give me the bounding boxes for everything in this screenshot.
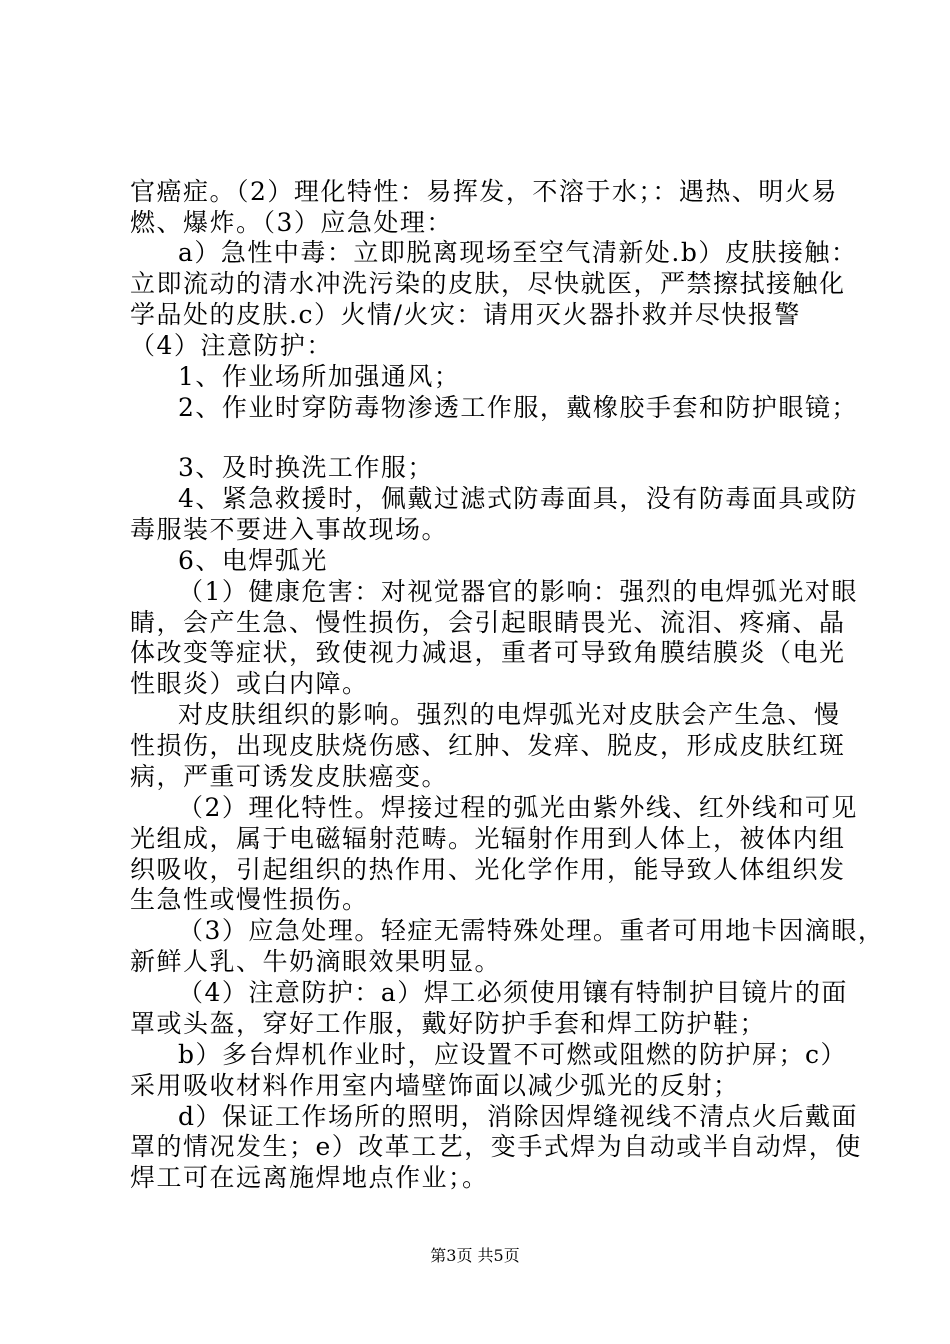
text-line: 官癌症。（2）理化特性：易挥发，不溶于水；：遇热、明火易 bbox=[130, 177, 838, 206]
text-line: （3）应急处理。轻症无需特殊处理。重者可用地卡因滴眼， bbox=[178, 916, 885, 945]
text-line: 立即流动的清水冲洗污染的皮肤，尽快就医，严禁擦拭接触化 bbox=[130, 269, 846, 298]
text-line: b）多台焊机作业时，应设置不可燃或阻燃的防护屏；c） bbox=[178, 1040, 848, 1069]
text-line: 罩或头盔，穿好工作服，戴好防护手套和焊工防护鞋； bbox=[130, 1009, 767, 1038]
text-line: 病，严重可诱发皮肤癌变。 bbox=[130, 762, 449, 791]
text-line: （4）注意防护： bbox=[130, 331, 333, 360]
text-line: （1）健康危害：对视觉器官的影响：强烈的电焊弧光对眼 bbox=[178, 577, 858, 606]
text-line: 光组成，属于电磁辐射范畴。光辐射作用到人体上，被体内组 bbox=[130, 824, 846, 853]
text-line: 性损伤，出现皮肤烧伤感、红肿、发痒、脱皮，形成皮肤红斑 bbox=[130, 731, 846, 760]
text-line: 体改变等症状，致使视力减退，重者可导致角膜结膜炎（电光 bbox=[130, 638, 846, 667]
text-line: 焊工可在远离施焊地点作业；。 bbox=[130, 1163, 489, 1192]
text-line: 1、作业场所加强通风； bbox=[178, 362, 461, 391]
text-line: d）保证工作场所的照明，消除因焊缝视线不清点火后戴面 bbox=[178, 1102, 859, 1131]
text-line: 4、紧急救援时，佩戴过滤式防毒面具，没有防毒面具或防 bbox=[178, 484, 858, 513]
text-line: （2）理化特性。焊接过程的弧光由紫外线、红外线和可见 bbox=[178, 793, 858, 822]
text-line: 新鲜人乳、牛奶滴眼效果明显。 bbox=[130, 947, 502, 976]
text-line: 3、及时换洗工作服； bbox=[178, 453, 434, 482]
text-line: 性眼炎）或白内障。 bbox=[130, 669, 369, 698]
text-line: 睛，会产生急、慢性损伤，会引起眼睛畏光、流泪、疼痛、晶 bbox=[130, 608, 846, 637]
text-line: 对皮肤组织的影响。强烈的电焊弧光对皮肤会产生急、慢 bbox=[178, 700, 841, 729]
text-line: 生急性或慢性损伤。 bbox=[130, 885, 369, 914]
text-line: 2、作业时穿防毒物渗透工作服，戴橡胶手套和防护眼镜； bbox=[178, 393, 858, 422]
text-line: 学品处的皮肤.c）火情/火灾：请用灭火器扑救并尽快报警 bbox=[130, 300, 801, 329]
text-line: 毒服装不要进入事故现场。 bbox=[130, 515, 449, 544]
text-line: 燃、爆炸。（3）应急处理： bbox=[130, 208, 453, 237]
text-line: 罩的情况发生；e）改革工艺，变手式焊为自动或半自动焊，使 bbox=[130, 1132, 862, 1161]
text-line: 织吸收，引起组织的热作用、光化学作用，能导致人体组织发 bbox=[130, 855, 846, 884]
section-heading: 6、电焊弧光 bbox=[178, 546, 328, 575]
text-line: （4）注意防护：a）焊工必须使用镶有特制护目镜片的面 bbox=[178, 978, 848, 1007]
page-number-footer: 第3页 共5页 bbox=[430, 1246, 520, 1265]
text-line: 采用吸收材料作用室内墙壁饰面以减少弧光的反射； bbox=[130, 1071, 740, 1100]
text-line: a）急性中毒：立即脱离现场至空气清新处.b）皮肤接触： bbox=[178, 238, 858, 267]
